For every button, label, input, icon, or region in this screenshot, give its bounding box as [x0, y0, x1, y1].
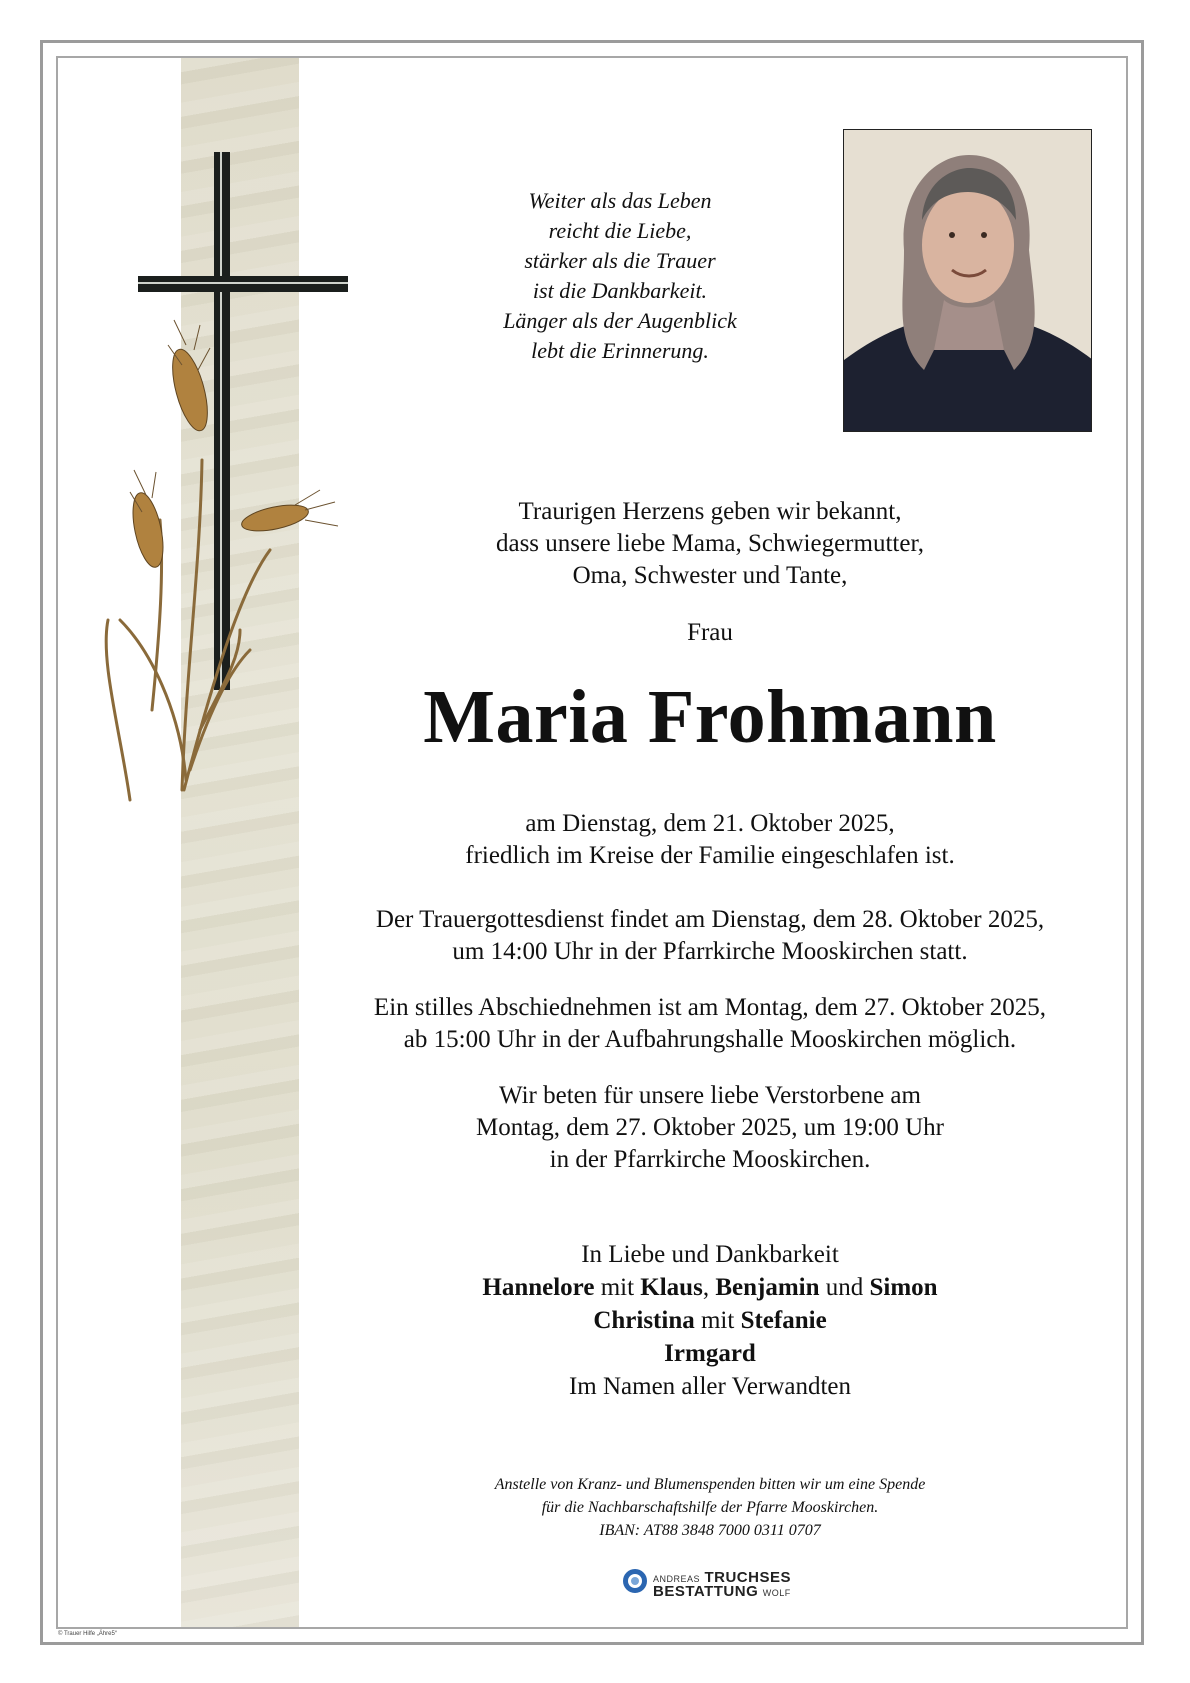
cross-icon: [138, 152, 348, 690]
signoff-heading: In Liebe und Dankbarkeit: [581, 1241, 839, 1268]
poem-line: ist die Dankbarkeit.: [532, 278, 708, 303]
mourner-name: Hannelore: [482, 1274, 595, 1301]
intro-line: Traurigen Herzens geben wir bekannt,: [518, 498, 902, 525]
prayer-line: Wir beten für unsere liebe Verstorbene am: [499, 1082, 921, 1109]
death-line: am Dienstag, dem 21. Oktober 2025,: [525, 810, 895, 837]
farewell-info: [300, 992, 1120, 1056]
salutation-text: Frau: [687, 619, 733, 646]
donation-iban: IBAN: AT88 3848 7000 0311 0707: [599, 1522, 821, 1539]
prayer-line: in der Pfarrkirche Mooskirchen.: [549, 1146, 871, 1173]
poem-line: reicht die Liebe,: [548, 218, 692, 243]
mourner-name: Christina: [593, 1307, 695, 1334]
farewell-line: Ein stilles Abschiednehmen ist am Montag, dem 27. Oktober 2025,: [373, 994, 1047, 1021]
donation-request: [400, 1473, 1020, 1542]
mourner-name: Irmgard: [664, 1340, 756, 1367]
deceased-name: Maria Frohmann: [423, 675, 997, 759]
donation-line: Anstelle von Kranz- und Blumenspenden bitten wir um eine Spende: [494, 1476, 926, 1493]
mourners-row-3: [300, 1337, 1120, 1370]
logo-suffix: WOLF: [762, 1588, 791, 1598]
joiner: ,: [702, 1274, 716, 1301]
signoff-closing: Im Namen aller Verwandten: [568, 1373, 852, 1400]
poem-line: stärker als die Trauer: [524, 248, 716, 273]
mourner-name: Stefanie: [740, 1307, 827, 1334]
salutation: [300, 617, 1120, 649]
poem-line: Weiter als das Leben: [528, 188, 712, 213]
family-signoff: [300, 1238, 1120, 1403]
donation-line: für die Nachbarschaftshilfe der Pfarre Mooskirchen.: [541, 1499, 879, 1516]
poem-line: lebt die Erinnerung.: [531, 338, 709, 363]
logo-prefix: ANDREAS: [653, 1574, 701, 1584]
portrait-photo: [843, 129, 1092, 432]
wheat-icon: [106, 460, 270, 800]
joiner: mit: [594, 1274, 641, 1301]
memorial-poem: [440, 186, 800, 366]
poem-line: Länger als der Augenblick: [503, 308, 737, 333]
funeral-home-logo: [623, 1567, 803, 1601]
portrait-image: [844, 130, 1092, 432]
mourner-name: Simon: [869, 1274, 938, 1301]
service-line: um 14:00 Uhr in der Pfarrkirche Mooskirchen statt.: [452, 938, 968, 965]
logo-name-top: TRUCHSES: [704, 1569, 791, 1586]
mourner-name: Benjamin: [715, 1274, 820, 1301]
funeral-service-info: [300, 904, 1120, 968]
death-notice: [300, 808, 1120, 872]
announcement-intro: [300, 496, 1120, 592]
circle-logo-icon: [623, 1569, 647, 1593]
copyright-note: © Trauer Hilfe „Ähre5“: [58, 1631, 117, 1637]
mourner-name: Klaus: [640, 1274, 703, 1301]
prayer-line: Montag, dem 27. Oktober 2025, um 19:00 Uhr: [475, 1114, 944, 1141]
joiner: mit: [694, 1307, 741, 1334]
intro-line: dass unsere liebe Mama, Schwiegermutter,: [495, 530, 925, 557]
logo-name-bottom: BESTATTUNG: [653, 1583, 759, 1600]
mourners-row-1: [300, 1271, 1120, 1304]
intro-line: Oma, Schwester und Tante,: [572, 562, 848, 589]
joiner: und: [819, 1274, 870, 1301]
service-line: Der Trauergottesdienst findet am Dienstag, dem 28. Oktober 2025,: [375, 906, 1045, 933]
prayer-info: [300, 1080, 1120, 1176]
mourners-row-2: [300, 1304, 1120, 1337]
death-line: friedlich im Kreise der Familie eingeschlafen ist.: [465, 842, 955, 869]
farewell-line: ab 15:00 Uhr in der Aufbahrungshalle Mooskirchen möglich.: [403, 1026, 1017, 1053]
